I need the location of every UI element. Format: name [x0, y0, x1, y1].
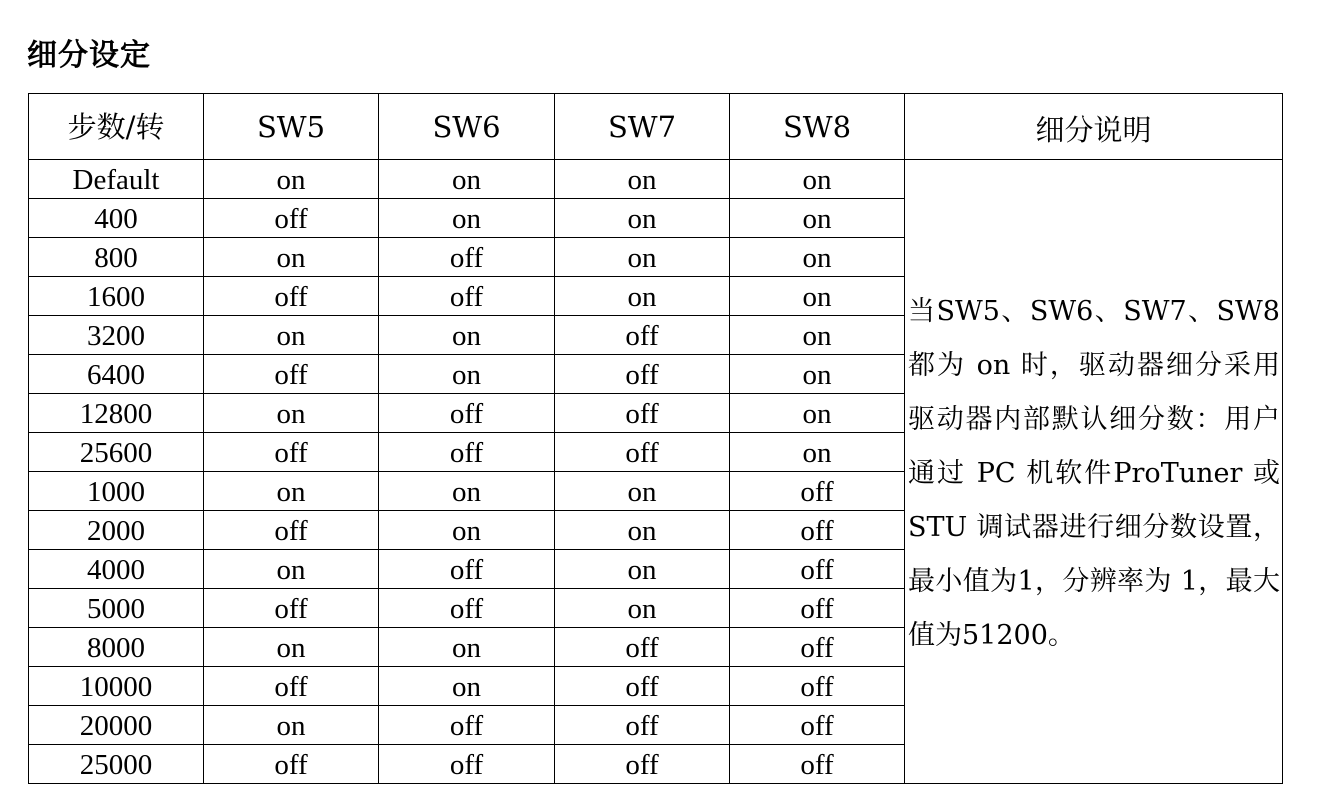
sw6-cell: off	[379, 433, 555, 472]
sw5-cell: off	[204, 667, 379, 706]
sw8-cell: on	[730, 160, 905, 199]
sw7-cell: off	[555, 667, 730, 706]
description-cell	[905, 160, 1283, 784]
steps-cell: 1000	[29, 472, 204, 511]
sw8-cell: on	[730, 238, 905, 277]
sw5-cell: on	[204, 550, 379, 589]
steps-cell: 8000	[29, 628, 204, 667]
steps-cell: 6400	[29, 355, 204, 394]
sw6-cell: on	[379, 667, 555, 706]
header-description: 细分说明	[905, 94, 1283, 160]
sw5-cell: off	[204, 511, 379, 550]
sw8-cell: off	[730, 550, 905, 589]
sw5-cell: off	[204, 355, 379, 394]
sw8-cell: off	[730, 589, 905, 628]
sw8-cell: off	[730, 472, 905, 511]
steps-cell: 2000	[29, 511, 204, 550]
sw6-cell: off	[379, 706, 555, 745]
steps-cell: 1600	[29, 277, 204, 316]
sw5-cell: off	[204, 433, 379, 472]
sw8-cell: off	[730, 706, 905, 745]
header-sw8: SW8	[730, 94, 905, 160]
sw5-cell: off	[204, 277, 379, 316]
sw7-cell: off	[555, 628, 730, 667]
steps-cell: 5000	[29, 589, 204, 628]
sw6-cell: on	[379, 199, 555, 238]
sw6-cell: on	[379, 316, 555, 355]
sw5-cell: off	[204, 199, 379, 238]
sw6-cell: off	[379, 745, 555, 784]
steps-cell: 800	[29, 238, 204, 277]
sw5-cell: off	[204, 589, 379, 628]
sw7-cell: off	[555, 433, 730, 472]
sw5-cell: off	[204, 745, 379, 784]
steps-cell: 3200	[29, 316, 204, 355]
sw7-cell: off	[555, 745, 730, 784]
steps-cell: 20000	[29, 706, 204, 745]
sw8-cell: off	[730, 511, 905, 550]
sw8-cell: off	[730, 628, 905, 667]
sw7-cell: on	[555, 511, 730, 550]
sw7-cell: on	[555, 589, 730, 628]
sw5-cell: on	[204, 472, 379, 511]
sw7-cell: off	[555, 394, 730, 433]
steps-cell: 4000	[29, 550, 204, 589]
header-steps-per-rev: 步数/转	[29, 94, 204, 160]
sw8-cell: on	[730, 433, 905, 472]
header-sw7: SW7	[555, 94, 730, 160]
section-title: 细分设定	[27, 38, 151, 73]
sw7-cell: on	[555, 550, 730, 589]
sw8-cell: off	[730, 745, 905, 784]
sw7-cell: on	[555, 199, 730, 238]
sw6-cell: off	[379, 589, 555, 628]
sw6-cell: on	[379, 160, 555, 199]
sw6-cell: on	[379, 628, 555, 667]
header-sw6: SW6	[379, 94, 555, 160]
steps-cell: 25600	[29, 433, 204, 472]
sw8-cell: on	[730, 355, 905, 394]
description-text: 当SW5、SW6、SW7、SW8都为 on 时，驱动器细分采用驱动器内部默认细分数：用户通过 PC 机软件ProTuner 或 STU 调试器进行细分数设置，最小值为1，分辨率为 1，最大值为51200。	[908, 295, 1280, 651]
sw8-cell: on	[730, 394, 905, 433]
sw7-cell: off	[555, 316, 730, 355]
sw6-cell: on	[379, 511, 555, 550]
sw5-cell: on	[204, 160, 379, 199]
steps-cell: 12800	[29, 394, 204, 433]
sw8-cell: on	[730, 316, 905, 355]
sw5-cell: on	[204, 316, 379, 355]
sw6-cell: off	[379, 277, 555, 316]
sw7-cell: off	[555, 355, 730, 394]
sw6-cell: off	[379, 550, 555, 589]
sw7-cell: on	[555, 277, 730, 316]
steps-cell: 25000	[29, 745, 204, 784]
sw6-cell: off	[379, 394, 555, 433]
sw6-cell: on	[379, 355, 555, 394]
sw8-cell: off	[730, 667, 905, 706]
sw5-cell: on	[204, 628, 379, 667]
sw5-cell: on	[204, 238, 379, 277]
header-sw5: SW5	[204, 94, 379, 160]
steps-cell: 10000	[29, 667, 204, 706]
sw7-cell: on	[555, 472, 730, 511]
sw5-cell: on	[204, 706, 379, 745]
sw7-cell: on	[555, 238, 730, 277]
steps-cell: Default	[29, 160, 204, 199]
sw8-cell: on	[730, 199, 905, 238]
microstep-settings-table	[28, 93, 1283, 784]
sw6-cell: off	[379, 238, 555, 277]
table-header-row	[29, 94, 1283, 160]
table-body	[29, 160, 1283, 784]
steps-cell: 400	[29, 199, 204, 238]
sw5-cell: on	[204, 394, 379, 433]
sw6-cell: on	[379, 472, 555, 511]
sw7-cell: on	[555, 160, 730, 199]
sw8-cell: on	[730, 277, 905, 316]
table-row	[29, 160, 1283, 199]
sw7-cell: off	[555, 706, 730, 745]
